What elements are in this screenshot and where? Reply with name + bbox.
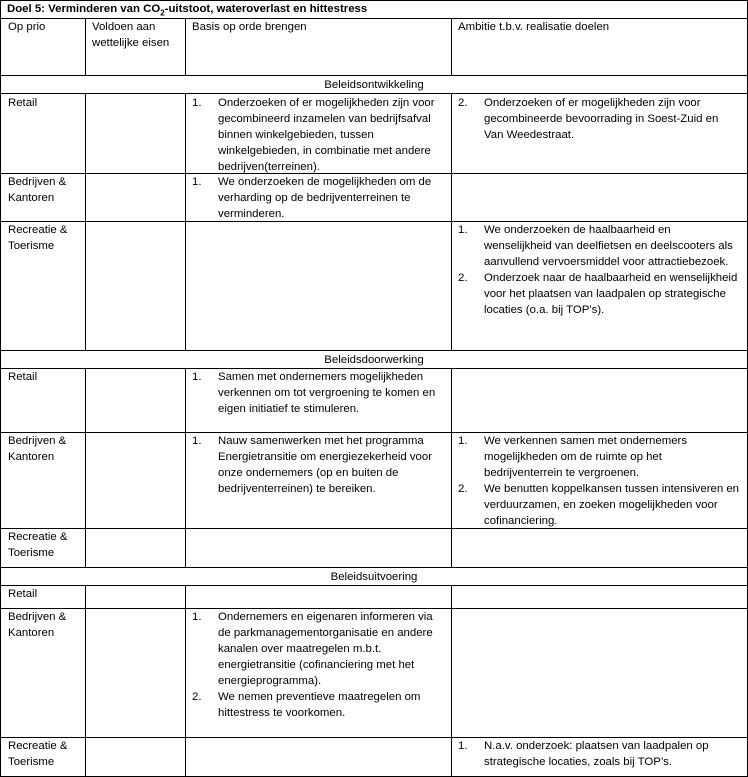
ambitie-list: [458, 433, 740, 529]
list-number: 2.: [458, 97, 468, 109]
basis-list: [192, 174, 447, 222]
row-divider: [0, 93, 748, 94]
list-number: 2.: [458, 272, 468, 284]
list-item: [458, 738, 740, 770]
list-item: [458, 222, 740, 270]
list-number: 1.: [192, 371, 202, 383]
row-label: Retail: [8, 97, 38, 109]
row-label: Retail: [8, 371, 38, 383]
row-label: Recreatie & Toerisme: [8, 531, 68, 559]
column-divider: [185, 585, 186, 776]
basis-list: [192, 433, 447, 497]
section-heading: Beleidsuitvoering: [330, 571, 418, 583]
list-number: 1.: [192, 435, 202, 447]
row-divider: [0, 350, 748, 351]
list-number: 1.: [458, 435, 468, 447]
list-item-text: We nemen preventieve maatregelen om hittestress te voorkomen.: [218, 691, 421, 719]
list-number: 1.: [192, 97, 202, 109]
list-item-text: We onderzoeken de haalbaarheid en wenselijkheid van deelfietsen en deelscooters als aanvullend vervoersmiddel voor attractiebezoek.: [484, 224, 733, 268]
list-item-text: Ondernemers en eigenaren informeren via de parkmanagementorganisatie en andere kanalen over maatregelen m.b.t. energietransitie (cofinanciering met het energieprogramma).: [218, 611, 433, 687]
header-basis-op-orde: Basis op orde brengen: [192, 21, 307, 33]
row-divider: [0, 585, 748, 586]
basis-list: [192, 369, 447, 417]
table-title: Doel 5: Verminderen van $CO_2$-uitstoot, wateroverlast en hittestress: [7, 3, 368, 18]
list-item: [192, 433, 447, 497]
list-item-text: Onderzoek naar de haalbaarheid en wenselijkheid voor het plaatsen van laadpalen op strategische locaties (o.a. bij TOP’s).: [484, 272, 738, 316]
column-divider: [85, 585, 86, 776]
list-item: [192, 609, 447, 689]
row-divider: [0, 75, 748, 76]
list-item-text: Onderzoeken of er mogelijkheden zijn voor gecombineerde bevoorrading in Soest-Zuid en Van Weedestraat.: [484, 97, 719, 141]
ambitie-list: [458, 738, 740, 770]
row-label: Recreatie & Toerisme: [8, 740, 68, 768]
header-op-prio: Op prio: [8, 21, 46, 33]
list-item-text: Onderzoeken of er mogelijkheden zijn voor gecombineerd inzamelen van bedrijfsafval binnen winkelgebieden, tussen winkelgebieden, in combinatie met andere bedrijven(terreinen).: [218, 97, 435, 173]
list-number: 1.: [458, 740, 468, 752]
list-item: [192, 95, 447, 175]
column-divider: [451, 18, 452, 75]
header-wettelijke-eisen: Voldoen aan wettelijke eisen: [92, 21, 170, 49]
list-number: 1.: [458, 224, 468, 236]
basis-list: [192, 95, 447, 175]
list-number: 2.: [192, 691, 202, 703]
list-item-text: We verkennen samen met ondernemers mogelijkheden om de ruimte op het bedrijventerrein te vergroenen.: [484, 435, 688, 479]
list-item-text: We benutten koppelkansen tussen intensiveren en verduurzamen, en zoeken mogelijkheden voor cofinanciering.: [484, 483, 739, 527]
header-ambitie: Ambitie t.b.v. realisatie doelen: [458, 21, 610, 33]
column-divider: [451, 93, 452, 350]
list-item: [192, 689, 447, 721]
section-heading: Beleidsontwikkeling: [324, 79, 424, 91]
section-heading: Beleidsdoorwerking: [324, 354, 424, 366]
list-item-text: Nauw samenwerken met het programma Energietransitie om energiezekerheid voor onze ondernemers (op en buiten de bedrijventerreinen) te bereiken.: [218, 435, 433, 495]
column-divider: [85, 93, 86, 350]
list-number: 2.: [458, 483, 468, 495]
list-item-text: Samen met ondernemers mogelijkheden verkennen om tot vergroening te komen en eigen initiatief te stimuleren.: [218, 371, 436, 415]
ambitie-list: [458, 222, 740, 318]
list-item-text: We onderzoeken de mogelijkheden om de verharding op de bedrijventerreinen te verminderen.: [218, 176, 432, 220]
column-divider: [85, 368, 86, 567]
list-item: [458, 270, 740, 318]
list-item: [458, 433, 740, 481]
basis-list: [192, 609, 447, 721]
list-item: [192, 174, 447, 222]
list-item: [458, 95, 740, 143]
row-label: Recreatie & Toerisme: [8, 224, 68, 252]
list-item: [458, 481, 740, 529]
column-divider: [185, 368, 186, 567]
list-number: 1.: [192, 611, 202, 623]
column-divider: [451, 585, 452, 776]
list-item-text: N.a.v. onderzoek: plaatsen van laadpalen op strategische locaties, zoals bij TOP’s.: [484, 740, 709, 768]
list-number: 1.: [192, 176, 202, 188]
row-label: Bedrijven & Kantoren: [8, 176, 67, 204]
list-item: [192, 369, 447, 417]
row-label: Bedrijven & Kantoren: [8, 435, 67, 463]
column-divider: [185, 18, 186, 75]
ambitie-list: [458, 95, 740, 143]
row-label: Retail: [8, 588, 38, 600]
row-divider: [0, 567, 748, 568]
column-divider: [85, 18, 86, 75]
row-label: Bedrijven & Kantoren: [8, 611, 67, 639]
column-divider: [185, 93, 186, 350]
column-divider: [451, 368, 452, 567]
